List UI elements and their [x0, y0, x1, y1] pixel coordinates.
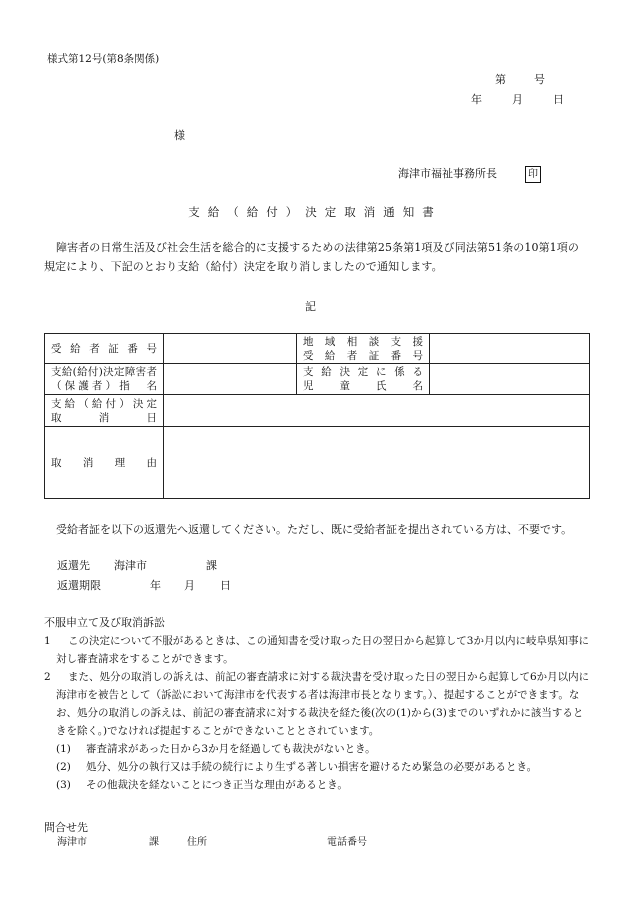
cancel-date-label-cell	[45, 395, 164, 427]
cancel-reason-label-cell	[45, 427, 164, 499]
regional-support-label-cell	[297, 334, 430, 364]
child-name-value	[430, 364, 590, 395]
day-label: 日	[553, 93, 564, 106]
cancel-reason-label: 取消理由	[51, 456, 157, 469]
table-row	[45, 334, 590, 364]
regional-support-label-line2: 受給者証番号	[303, 349, 423, 362]
return-destination-line	[57, 558, 217, 574]
year-label: 年	[471, 93, 482, 106]
contact-address-label: 住所	[187, 837, 207, 848]
return-destination-dept: 課	[206, 559, 217, 572]
addressee: 様	[174, 129, 185, 142]
ki-heading: 記	[305, 300, 316, 313]
recipient-number-label-cell	[45, 334, 164, 364]
appeal-section	[44, 632, 590, 794]
table-row	[45, 364, 590, 395]
return-deadline-day: 日	[220, 579, 231, 592]
cancel-date-label-line1: 支給（給付）決定	[51, 397, 157, 410]
decision-person-label-cell	[45, 364, 164, 395]
document-number-line	[495, 72, 545, 88]
appeal-item	[44, 632, 590, 668]
appeal-subitem-text: 審査請求があった日から3か月を経過しても裁決がないとき。	[86, 743, 376, 755]
contact-heading: 問合せ先	[44, 821, 88, 834]
appeal-item-text: この決定について不服があるときは、この通知書を受け取った日の翌日から起算して3か月以内に岐阜県知事に対し審査請求をすることができます。	[56, 635, 589, 665]
return-deadline-month: 月	[184, 579, 195, 592]
contact-city: 海津市	[57, 837, 87, 848]
issuer-line	[398, 166, 541, 183]
appeal-subitem-text: その他裁決を経ないことにつき正当な理由があるとき。	[86, 779, 348, 791]
document-title: 支給（給付）決定取消通知書	[188, 205, 442, 219]
recipient-number-value	[164, 334, 297, 364]
decision-person-value	[164, 364, 297, 395]
recipient-number-label: 受給者証番号	[51, 342, 157, 355]
return-deadline-line	[57, 578, 231, 594]
intro-paragraph: 障害者の日常生活及び社会生活を総合的に支援するための法律第25条第1項及び同法第51条の10第1項の規定により、下記のとおり支給（給付）決定を取り消しましたので通知します。	[44, 241, 579, 273]
return-destination-city: 海津市	[114, 559, 147, 572]
seal-stamp: 印	[525, 166, 541, 183]
appeal-subitem-number: (3)	[56, 779, 71, 791]
appeal-subitem-text: 処分、処分の執行又は手続の続行により生ずる著しい損害を避けるため緊急の必要があるとき。	[86, 761, 538, 773]
table-row	[45, 427, 590, 499]
child-name-label-line1: 支給決定に係る	[303, 366, 423, 378]
decision-table	[44, 333, 590, 499]
decision-person-label-line1: 支給(給付)決定障害者	[51, 366, 157, 378]
contact-line	[57, 836, 367, 851]
appeal-subitem	[44, 758, 590, 776]
month-label: 月	[512, 93, 523, 106]
appeal-item	[44, 668, 590, 740]
cancel-date-label-line2: 取消日	[51, 411, 157, 424]
appeal-heading: 不服申立て及び取消訴訟	[44, 616, 165, 629]
issuer-name: 海津市福祉事務所長	[398, 167, 497, 180]
form-number: 様式第12号(第8条関係)	[47, 53, 160, 65]
contact-dept: 課	[149, 837, 159, 848]
appeal-item-number: 1	[44, 635, 51, 647]
return-destination-label: 返還先	[57, 559, 90, 572]
decision-person-label-line2: （保護者）指 名	[51, 380, 157, 392]
regional-support-number-value	[430, 334, 590, 364]
child-name-label-line2: 児童氏名	[303, 380, 423, 392]
appeal-subitem-number: (2)	[56, 761, 71, 773]
contact-phone-label: 電話番号	[327, 837, 367, 848]
return-deadline-year: 年	[150, 579, 161, 592]
appeal-item-text: また、処分の取消しの訴えは、前記の審査請求に対する裁決書を受け取った日の翌日から起算して6か月以内に海津市を被告として（訴訟において海津市を代表する者は海津市長となります。）、提起することができます。なお、処分の取消しの訴えは、前記の審査請求に対する裁決を経た後(次の(1)から(3)までのいずれかに該当するときを除く。)でなければ提起することができないこととされています。	[56, 671, 590, 737]
number-label: 第	[495, 73, 506, 86]
cancel-date-value	[164, 395, 590, 427]
appeal-subitem	[44, 740, 590, 758]
appeal-subitem	[44, 776, 590, 794]
return-deadline-label: 返還期限	[57, 579, 101, 592]
cancel-reason-value	[164, 427, 590, 499]
regional-support-label-line1: 地域相談支援	[303, 335, 423, 348]
child-name-label-cell	[297, 364, 430, 395]
appeal-item-number: 2	[44, 671, 51, 683]
appeal-subitem-number: (1)	[56, 743, 71, 755]
issue-date-line	[471, 92, 564, 108]
return-instruction: 受給者証を以下の返還先へ返還してください。ただし、既に受給者証を提出されている方は、不要です。	[56, 523, 573, 536]
number-suffix: 号	[534, 73, 545, 86]
table-row	[45, 395, 590, 427]
